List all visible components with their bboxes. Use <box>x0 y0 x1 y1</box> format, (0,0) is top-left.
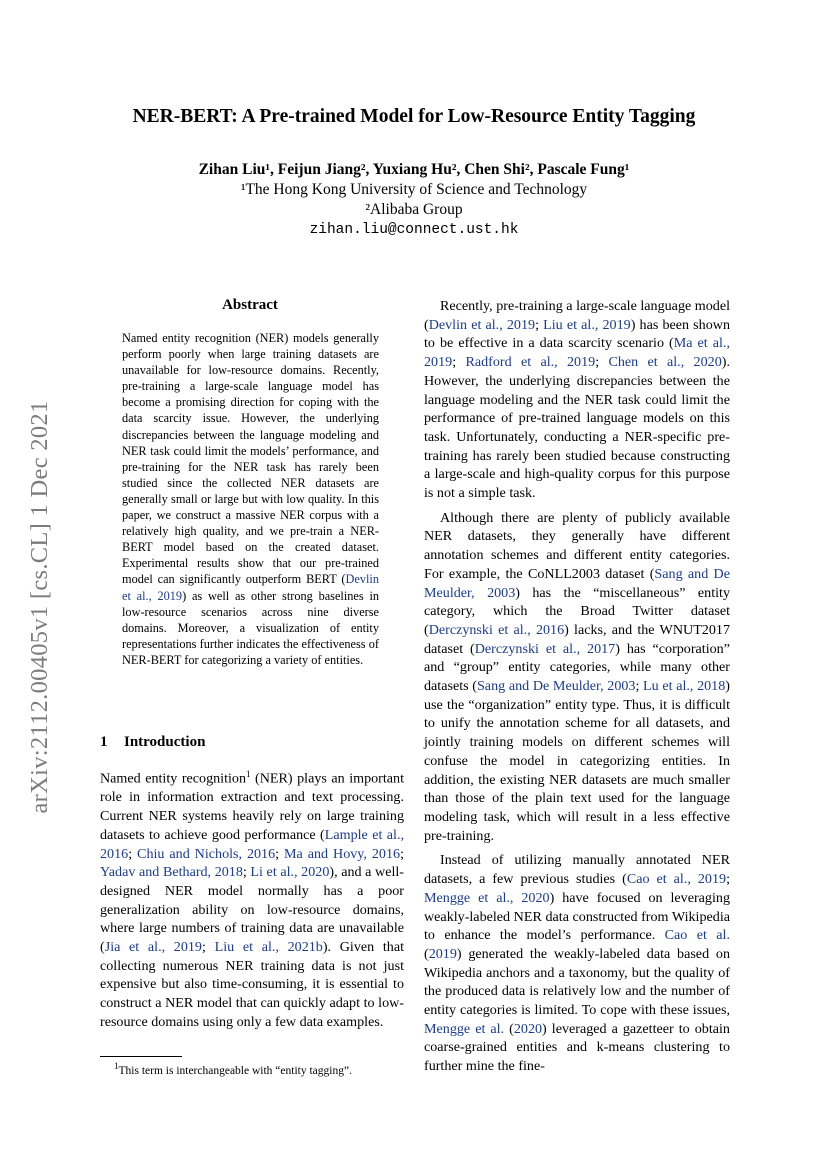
section-title: Introduction <box>124 734 206 750</box>
citation-link[interactable]: Derczynski et al., 2017 <box>474 640 616 657</box>
citation-link[interactable]: Devlin et al., 2019 <box>122 572 379 603</box>
arxiv-identifier: arXiv:2112.00405v1 [cs.CL] 1 Dec 2021 <box>26 400 53 814</box>
paragraph-weak-labels <box>424 851 730 1075</box>
body-text: ). Given that collecting numerous NER training data is not just expensive but also time-consuming, it is essential to construct a NER model that can quickly adapt to low-resource domains using only a few data examples. <box>100 939 405 1030</box>
body-text: ) leveraged a gazetteer to obtain coarse-grained entities and k-means clustering to further mine the fine- <box>424 1020 730 1075</box>
body-text: ; <box>595 354 609 371</box>
citation-link[interactable]: Sang and De Meulder, 2003 <box>424 565 730 601</box>
body-text: ; <box>535 316 544 333</box>
author-names: Zihan Liu¹, Feijun Jiang², Yuxiang Hu², Chen Shi², Pascale Fung¹ <box>198 161 630 178</box>
body-text: ) use the “organization” entity type. Thus, it is difficult to unify the annotation scheme for all datasets, and jointly training models on different schemes will confuse the model in categorizing entities. In addition, the existing NER datasets are much smaller than those of the plain text used for the language modeling task, which will result in a less effective pre-training. <box>424 678 730 844</box>
body-text: ). However, the underlying discrepancies between the language modeling and the NER task could limit the performance of pre-trained language models on this task. Unfortunately, conducting a NER-specific pre-training has rarely been studied because constructing a large-scale and high-quality corpus for this purpose is not a simple task. <box>424 354 730 502</box>
citation-link[interactable]: Chiu and Nichols, 2016 <box>137 845 276 862</box>
body-text: Recently, pre-training a large-scale language model ( <box>424 298 730 333</box>
arxiv-sidebar <box>18 372 62 842</box>
body-text: Instead of utilizing manually annotated NER datasets, a few previous studies ( <box>424 852 730 888</box>
citation-link[interactable]: Jia et al., 2019 <box>104 939 202 956</box>
author-block <box>90 160 738 240</box>
body-text: (NER) plays an important role in information extraction and text processing. Current NER systems heavily rely on large training datasets to achieve good performance ( <box>100 770 404 843</box>
body-text: ; <box>201 939 215 956</box>
section-number: 1 <box>100 734 108 750</box>
body-text: ; <box>275 845 285 862</box>
citation-link[interactable]: Mengge et al. <box>424 1020 505 1037</box>
body-text: ) has been shown to be effective in a data scarcity scenario ( <box>424 316 730 352</box>
body-text: ( <box>504 1020 514 1037</box>
footnote-divider <box>100 1056 182 1057</box>
abstract-body <box>122 330 379 668</box>
citation-link[interactable]: Cao et al. <box>664 927 730 944</box>
citation-link[interactable]: Li et al., 2020 <box>250 864 330 881</box>
citation-link[interactable]: Lu et al., 2018 <box>643 678 726 695</box>
body-text: ) generated the weakly-labeled data based on Wikipedia anchors and a taxonomy, but the quality of the produced data is relatively low and the number of entity categories is limited. To cope with these issues, <box>424 945 730 1019</box>
body-text: ) has “corporation” and “group” entity categories, while many other datasets ( <box>424 640 730 695</box>
citation-link[interactable]: Liu et al., 2021b <box>214 939 323 956</box>
body-text: Although there are plenty of publicly available NER datasets, they generally have different annotation schemes and different entity categories. For example, the CoNLL2003 dataset ( <box>424 509 730 582</box>
body-text: ), and a well-designed NER model normally has a poor generalization ability on low-resource domains, where large numbers of training data are unavailable ( <box>100 864 404 956</box>
citation-link[interactable]: 2019 <box>428 945 457 962</box>
body-text: ) lacks, and the WNUT2017 dataset ( <box>424 621 730 657</box>
paper-title: NER-BERT: A Pre-trained Model for Low-Resource Entity Tagging <box>132 106 696 127</box>
body-text: ; <box>242 864 251 881</box>
affiliation-2: ²Alibaba Group <box>365 201 463 218</box>
citation-link[interactable]: Yadav and Bethard, 2018 <box>100 864 243 881</box>
citation-link[interactable]: 2020 <box>513 1020 543 1037</box>
paragraph-pretraining <box>424 297 730 503</box>
body-text: ; <box>726 871 730 888</box>
body-text: Named entity recognition <box>100 770 247 787</box>
footnote-number: 1 <box>114 1061 119 1071</box>
body-text: ; <box>452 354 466 371</box>
right-column <box>424 297 730 1082</box>
footnote-text: This term is interchangeable with “entity tagging”. <box>118 1064 352 1077</box>
body-text: ) has the “miscellaneous” entity category, which the Broad Twitter dataset ( <box>424 584 730 638</box>
body-text: ( <box>424 945 429 962</box>
body-text: ; <box>400 845 404 862</box>
citation-link[interactable]: Ma and Hovy, 2016 <box>284 845 401 862</box>
citation-link[interactable]: Sang and De Meulder, 2003 <box>476 678 636 695</box>
intro-paragraph <box>100 765 404 1032</box>
citation-link[interactable]: Radford et al., 2019 <box>465 354 596 371</box>
footnote-marker[interactable]: 1 <box>246 769 251 779</box>
citation-link[interactable]: Chen et al., 2020 <box>608 354 722 371</box>
citation-link[interactable]: Cao et al., 2019 <box>626 871 727 888</box>
citation-link[interactable]: Mengge et al., 2020 <box>424 889 550 906</box>
paragraph-datasets <box>424 509 730 846</box>
body-text: ) have focused on leveraging weakly-labeled NER data constructed from Wikipedia to enhance the model’s performance. <box>424 889 730 944</box>
abstract-heading: Abstract <box>222 297 278 313</box>
section-heading <box>100 734 205 751</box>
citation-link[interactable]: Lample et al., 2016 <box>100 826 405 862</box>
citation-link[interactable]: Liu et al., 2019 <box>543 316 631 333</box>
affiliation-1: ¹The Hong Kong University of Science and Technology <box>240 181 588 198</box>
citation-link[interactable]: Devlin et al., 2019 <box>428 316 536 333</box>
citation-link[interactable]: Derczynski et al., 2016 <box>428 621 565 638</box>
abstract-text: Named entity recognition (NER) models generally perform poorly when large training datasets are unavailable for low-resource domains. Recently, pre-training a large-scale language model has become a promising direction for coping with the data scarcity issue. However, the underlying discrepancies between the language modeling and NER task could limit the models’ performance, and pre-training for the NER task has rarely been studied since the collected NER datasets are generally small or large but with low quality. In this paper, we construct a massive NER corpus with a relatively high quality, and we pre-train a NER-BERT model based on the created dataset. Experimental results show that our pre-trained model can significantly outperform BERT ( <box>122 331 379 587</box>
footnote <box>100 1061 404 1077</box>
citation-link[interactable]: Ma et al., 2019 <box>424 335 730 371</box>
abstract-text: ) as well as other strong baselines in low-resource scenarios across nine diverse domains. Moreover, a visualization of entity representations further indicates the effectiveness of NER-BERT for categorizing a variety of entities. <box>122 588 380 667</box>
body-text: ; <box>128 845 138 862</box>
author-email: zihan.liu@connect.ust.hk <box>309 222 519 238</box>
body-text: ; <box>635 678 644 695</box>
